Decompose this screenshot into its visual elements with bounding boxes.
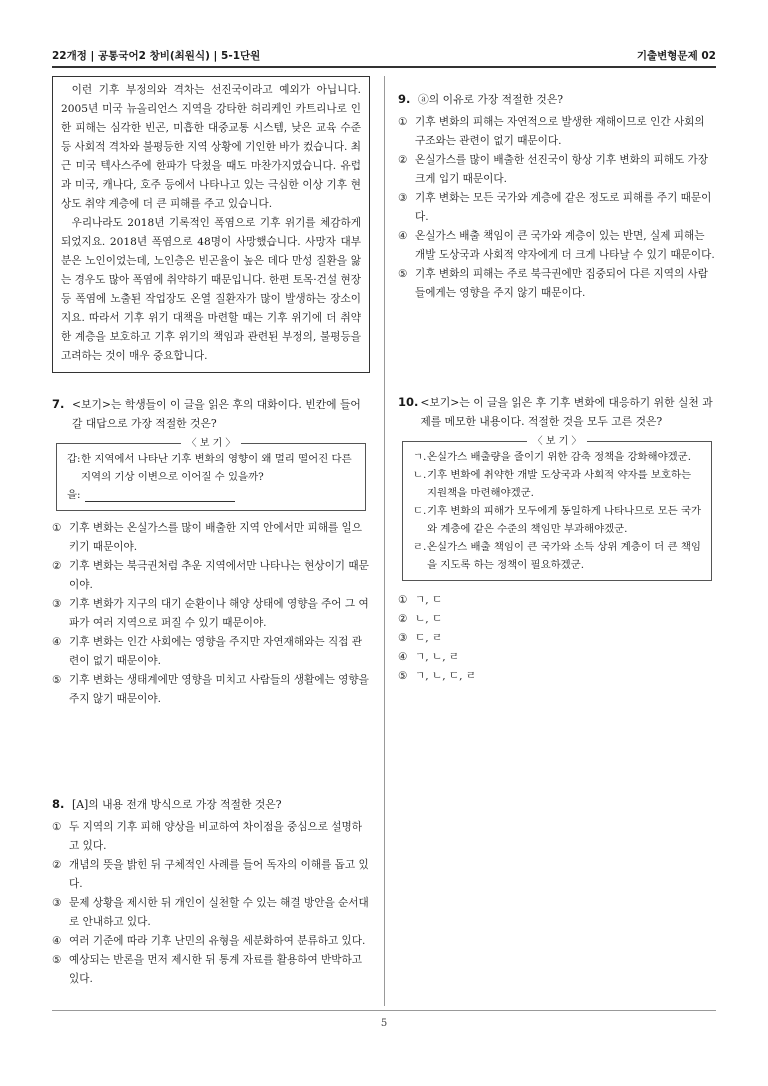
question-number: 8. xyxy=(52,797,65,811)
item-text: 온실가스 배출 책임이 큰 국가와 소득 상위 계층이 더 큰 책임을 지도록 하는 정책이 필요하겠군. xyxy=(427,541,701,571)
choice-text: 예상되는 반론을 먼저 제시한 뒤 통계 자료를 활용하여 반박하고 있다. xyxy=(69,954,363,985)
bogi-item xyxy=(413,466,703,502)
bogi-line xyxy=(67,450,357,486)
question-stem: ⓐ의 이유로 가장 적절한 것은? xyxy=(418,93,564,106)
header-section-title: 기출변형문제 02 xyxy=(636,50,716,62)
choice-1[interactable] xyxy=(398,591,716,610)
choice-5[interactable] xyxy=(398,667,716,686)
choice-list xyxy=(52,519,370,709)
choice-number: ③ xyxy=(398,632,408,644)
choice-text: 기후 변화는 인간 사회에는 영향을 주지만 자연재해와는 직접 관련이 없기 때문이야. xyxy=(69,636,363,667)
choice-2[interactable] xyxy=(398,151,716,189)
choice-1[interactable] xyxy=(398,113,716,151)
question-stem: <보기>는 학생들이 이 글을 읽은 후의 대화이다. 빈칸에 들어갈 대답으로 가장 적절한 것은? xyxy=(72,398,361,430)
choice-2[interactable] xyxy=(52,557,370,595)
page-header xyxy=(52,44,716,66)
choice-text: 기후 변화가 지구의 대기 순환이나 해양 상태에 영향을 주어 그 여파가 여러 지역으로 퍼질 수 있기 때문이야. xyxy=(69,598,369,629)
choice-text: 기후 변화는 온실가스를 많이 배출한 지역 안에서만 피해를 일으키기 때문이야. xyxy=(69,522,363,553)
question-stem: [A]의 내용 전개 방식으로 가장 적절한 것은? xyxy=(72,798,282,811)
bogi-line xyxy=(67,486,357,504)
choice-text: ㄱ, ㄴ, ㄷ, ㄹ xyxy=(415,670,477,682)
choice-number: ③ xyxy=(398,192,408,204)
choice-number: ① xyxy=(52,522,62,534)
choice-number: ④ xyxy=(52,935,62,947)
question-7 xyxy=(52,395,370,709)
item-marker: ㄷ. xyxy=(413,505,427,517)
choice-text: 기후 변화는 모든 국가와 계층에 같은 정도로 피해를 주기 때문이다. xyxy=(415,192,712,223)
bogi-box xyxy=(402,436,712,581)
choice-number: ② xyxy=(398,154,408,166)
choice-3[interactable] xyxy=(52,595,370,633)
choice-number: ⑤ xyxy=(398,670,408,682)
reading-passage xyxy=(52,76,370,373)
choice-number: ③ xyxy=(52,897,62,909)
choice-text: 기후 변화는 생태계에만 영향을 미치고 사람들의 생활에는 영향을 주지 않기 때문이야. xyxy=(69,674,369,705)
choice-number: ① xyxy=(398,116,408,128)
item-marker: ㄱ. xyxy=(413,451,427,463)
right-column xyxy=(398,76,716,686)
choice-1[interactable] xyxy=(52,818,370,856)
bogi-box xyxy=(56,438,366,511)
choice-number: ⑤ xyxy=(398,268,408,280)
choice-5[interactable] xyxy=(52,951,370,989)
choice-number: ② xyxy=(398,613,408,625)
item-text: 기후 변화에 취약한 개발 도상국과 사회적 약자를 보호하는 지원책을 마련해야겠군. xyxy=(427,469,692,499)
choice-list xyxy=(52,818,370,989)
choice-text: ㄱ, ㄴ, ㄹ xyxy=(415,651,460,663)
choice-4[interactable] xyxy=(398,648,716,667)
choice-4[interactable] xyxy=(398,227,716,265)
choice-text: 기후 변화는 북극권처럼 추운 지역에서만 나타나는 현상이기 때문이야. xyxy=(69,560,369,591)
question-8 xyxy=(52,795,370,989)
question-number: 7. xyxy=(52,397,65,411)
choice-text: 온실가스를 많이 배출한 선진국이 항상 기후 변화의 피해도 가장 크게 입기 때문이다. xyxy=(415,154,709,185)
choice-3[interactable] xyxy=(52,894,370,932)
page-number: 5 xyxy=(380,1018,388,1029)
passage-paragraph-2: 우리나라도 2018년 기록적인 폭염으로 기후 위기를 체감하게 되었지요. 2018년 폭염으로 48명이 사망했습니다. 사망자 대부분은 노인이었는데, 노인층은 빈곤율이 높은 데다 만성 질환을 앓는 경우도 많아 폭염에 취약하기 때문입니다. 한편 토목·건설 현장 등 폭염에 노출된 작업장도 온열 질환자가 많이 발생하는 장소이지요. 따라서 기후 위기 대책을 마련할 때는 기후 위기에 더 취약한 계층을 보호하고 기후 위기의 책임과 관련된 부정의, 불평등을 고려하는 것이 매우 중요합니다. xyxy=(61,217,361,362)
choice-5[interactable] xyxy=(398,265,716,303)
choice-text: ㄷ, ㄹ xyxy=(415,632,443,644)
choice-2[interactable] xyxy=(52,856,370,894)
choice-number: ④ xyxy=(398,651,408,663)
header-rule xyxy=(52,66,716,68)
choice-1[interactable] xyxy=(52,519,370,557)
bogi-item xyxy=(413,538,703,574)
bogi-title: 〈 보 기 〉 xyxy=(527,436,588,447)
choice-4[interactable] xyxy=(52,633,370,671)
choice-text: 개념의 뜻을 밝힌 뒤 구체적인 사례를 들어 독자의 이해를 돕고 있다. xyxy=(69,859,369,890)
choice-text: ㄴ, ㄷ xyxy=(415,613,443,625)
choice-number: ② xyxy=(52,859,62,871)
header-course-info: 22개정 | 공통국어2 창비(최원식) | 5-1단원 xyxy=(52,50,261,62)
choice-text: 두 지역의 기후 피해 양상을 비교하여 차이점을 중심으로 설명하고 있다. xyxy=(69,821,363,852)
question-9 xyxy=(398,90,716,303)
choice-text: 기후 변화의 피해는 주로 북극권에만 집중되어 다른 지역의 사람들에게는 영향을 주지 않기 때문이다. xyxy=(415,268,709,299)
bogi-item xyxy=(413,502,703,538)
choice-number: ① xyxy=(398,594,408,606)
choice-number: ⑤ xyxy=(52,954,62,966)
choice-number: ⑤ xyxy=(52,674,62,686)
choice-2[interactable] xyxy=(398,610,716,629)
speaker-label: 을: xyxy=(67,489,81,501)
choice-number: ③ xyxy=(52,598,62,610)
choice-number: ④ xyxy=(398,230,408,242)
choice-number: ① xyxy=(52,821,62,833)
speaker-label: 갑: xyxy=(67,453,81,465)
choice-list xyxy=(398,591,716,686)
item-text: 온실가스 배출량을 줄이기 위한 감축 정책을 강화해야겠군. xyxy=(427,451,692,463)
choice-list xyxy=(398,113,716,303)
question-10 xyxy=(398,393,716,686)
choice-3[interactable] xyxy=(398,629,716,648)
question-number: 10. xyxy=(398,395,419,409)
footer-rule xyxy=(52,1010,716,1011)
choice-number: ④ xyxy=(52,636,62,648)
item-marker: ㄹ. xyxy=(413,541,427,553)
choice-text: ㄱ, ㄷ xyxy=(415,594,443,606)
choice-text: 여러 기준에 따라 기후 난민의 유형을 세분화하여 분류하고 있다. xyxy=(69,935,366,947)
choice-text: 기후 변화의 피해는 자연적으로 발생한 재해이므로 인간 사회의 구조와는 관련이 없기 때문이다. xyxy=(415,116,705,147)
left-column xyxy=(52,76,370,989)
question-number: 9. xyxy=(398,92,411,106)
choice-text: 문제 상황을 제시한 뒤 개인이 실천할 수 있는 해결 방안을 순서대로 안내하고 있다. xyxy=(69,897,369,928)
column-divider xyxy=(384,76,385,1006)
passage-paragraph-1: 이런 기후 부정의와 격차는 선진국이라고 예외가 아닙니다. 2005년 미국 뉴올리언스 지역을 강타한 허리케인 카트리나로 인한 피해는 심각한 빈곤, 미흡한 대중교통 시스템, 낮은 교육 수준 등 사회적 격차와 불평등한 지역 상황에 기인한 바가 컸습니다. 최근 미국 텍사스주에 한파가 닥쳤을 때도 마찬가지였습니다. 유럽과 미국, 캐나다, 호주 등에서 나타나고 있는 극심한 이상 기후 현상도 취약 계층에 더 큰 피해를 주고 있습니다. xyxy=(61,84,361,210)
bogi-title: 〈 보 기 〉 xyxy=(181,438,242,449)
answer-blank-line xyxy=(81,486,357,504)
dialogue-text: 한 지역에서 나타난 기후 변화의 영향이 왜 멀리 떨어진 다른 지역의 기상 이변으로 이어질 수 있을까? xyxy=(81,453,352,483)
choice-5[interactable] xyxy=(52,671,370,709)
question-stem: <보기>는 이 글을 읽은 후 기후 변화에 대응하기 위한 실천 과제를 메모한 내용이다. 적절한 것을 모두 고른 것은? xyxy=(420,396,713,428)
choice-3[interactable] xyxy=(398,189,716,227)
choice-number: ② xyxy=(52,560,62,572)
choice-text: 온실가스 배출 책임이 큰 국가와 계층이 있는 반면, 실제 피해는 개발 도상국과 사회적 약자에게 더 크게 나타날 수 있기 때문이다. xyxy=(415,230,715,261)
item-text: 기후 변화의 피해가 모두에게 동일하게 나타나므로 모든 국가와 계층에 같은 수준의 책임만 부과해야겠군. xyxy=(427,505,702,535)
choice-4[interactable] xyxy=(52,932,370,951)
item-marker: ㄴ. xyxy=(413,469,427,481)
